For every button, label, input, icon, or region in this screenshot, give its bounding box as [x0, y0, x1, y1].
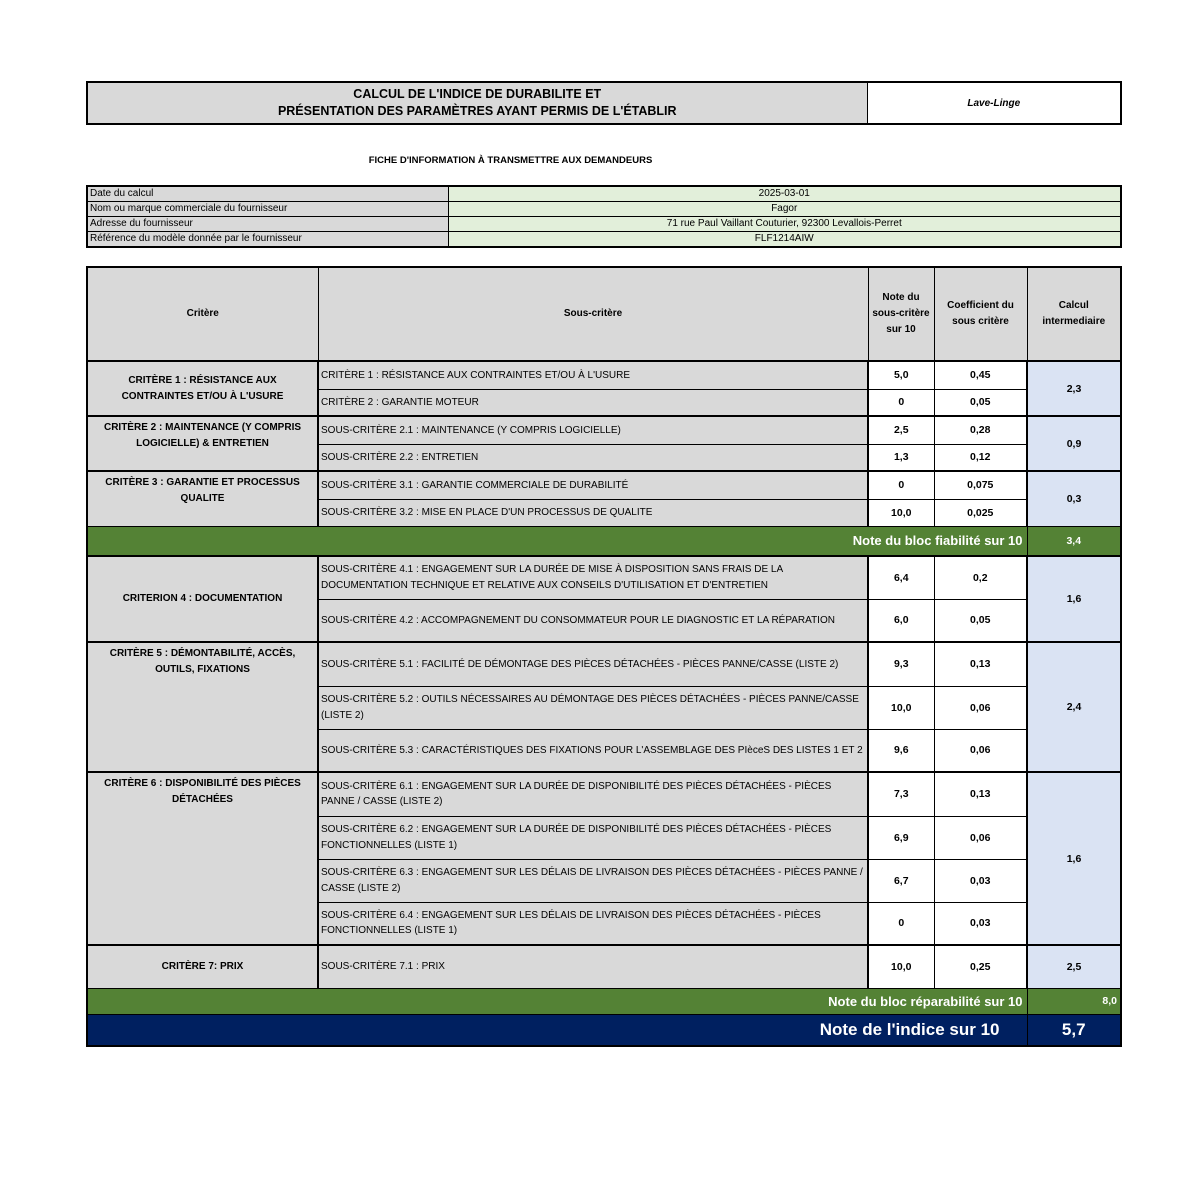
subcriterion-note: 6,0 — [868, 599, 934, 642]
subcriterion-coef: 0,03 — [934, 859, 1027, 902]
subcriterion-note: 0 — [868, 902, 934, 945]
subcriterion-note: 10,0 — [868, 499, 934, 526]
fiche-title: FICHE D'INFORMATION À TRANSMETTRE AUX DEMANDEURS — [368, 155, 653, 166]
subcriterion-label: SOUS-CRITÈRE 6.4 : ENGAGEMENT SUR LES DÉLAIS DE LIVRAISON DES PIÈCES DÉTACHÉES - PIÈCES FONCTIONNELLES (LISTE 1) — [318, 902, 868, 945]
criterion-calc: 0,9 — [1027, 416, 1121, 471]
subcriterion-note: 1,3 — [868, 444, 934, 471]
subcriterion-coef: 0,075 — [934, 471, 1027, 499]
criterion-calc: 2,4 — [1027, 642, 1121, 772]
table-row — [87, 416, 1121, 444]
subcriterion-label: SOUS-CRITÈRE 6.2 : ENGAGEMENT SUR LA DURÉE DE DISPONIBILITÉ DES PIÈCES DÉTACHÉES - PIÈCES FONCTIONNELLES (LISTE 1) — [318, 816, 868, 859]
subcriterion-note: 6,9 — [868, 816, 934, 859]
subcriterion-note: 2,5 — [868, 416, 934, 444]
indice-label: Note de l'indice sur 10 — [87, 1014, 1027, 1046]
bloc-fiabilite-value: 3,4 — [1027, 526, 1121, 556]
subcriterion-coef: 0,25 — [934, 945, 1027, 988]
subcriterion-note: 5,0 — [868, 361, 934, 389]
info-value: FLF1214AIW — [448, 232, 1121, 248]
criteria-table — [86, 266, 1122, 1047]
subcriterion-coef: 0,13 — [934, 642, 1027, 686]
subcriterion-coef: 0,28 — [934, 416, 1027, 444]
table-row — [87, 772, 1121, 816]
subcriterion-label: CRITÈRE 2 : GARANTIE MOTEUR — [318, 389, 868, 416]
criterion-calc: 2,3 — [1027, 361, 1121, 416]
subcriterion-coef: 0,06 — [934, 729, 1027, 772]
col-header-coef: Coefficient du sous critère — [934, 267, 1027, 361]
criterion-name: CRITÈRE 5 : DÉMONTABILITÉ, ACCÈS, OUTILS, FIXATIONS — [87, 642, 318, 772]
table-row — [87, 361, 1121, 389]
subcriterion-label: CRITÈRE 1 : RÉSISTANCE AUX CONTRAINTES ET/OU À L'USURE — [318, 361, 868, 389]
page-title-line2: PRÉSENTATION DES PARAMÈTRES AYANT PERMIS DE L'ÉTABLIR — [277, 104, 677, 118]
table-header-row — [87, 267, 1121, 361]
subcriterion-label: SOUS-CRITÈRE 7.1 : PRIX — [318, 945, 868, 988]
criterion-name: CRITÈRE 6 : DISPONIBILITÉ DES PIÈCES DÉTACHÉES — [87, 772, 318, 945]
subcriterion-label: SOUS-CRITÈRE 3.2 : MISE EN PLACE D'UN PROCESSUS DE QUALITE — [318, 499, 868, 526]
subcriterion-label: SOUS-CRITÈRE 5.1 : FACILITÉ DE DÉMONTAGE DES PIÈCES DÉTACHÉES - PIÈCES PANNE/CASSE (LISTE 2) — [318, 642, 868, 686]
product-type: Lave-Linge — [867, 82, 1121, 124]
info-row-date — [87, 186, 1121, 202]
subcriterion-note: 6,4 — [868, 556, 934, 599]
subcriterion-label: SOUS-CRITÈRE 3.1 : GARANTIE COMMERCIALE DE DURABILITÉ — [318, 471, 868, 499]
info-value: 2025-03-01 — [448, 186, 1121, 202]
subcriterion-note: 7,3 — [868, 772, 934, 816]
supplier-info-table — [86, 185, 1122, 248]
bloc-reparabilite-value: 8,0 — [1027, 988, 1121, 1014]
subcriterion-note: 10,0 — [868, 686, 934, 729]
subcriterion-note: 9,6 — [868, 729, 934, 772]
subcriterion-coef: 0,06 — [934, 816, 1027, 859]
page-title-line1: CALCUL DE L'INDICE DE DURABILITE ET — [353, 87, 602, 101]
subcriterion-coef: 0,2 — [934, 556, 1027, 599]
table-row — [87, 642, 1121, 686]
page-title — [87, 82, 867, 124]
subcriterion-label: SOUS-CRITÈRE 5.2 : OUTILS NÉCESSAIRES AU DÉMONTAGE DES PIÈCES DÉTACHÉES - PIÈCES PANNE/CASSE (LISTE 2) — [318, 686, 868, 729]
subcriterion-note: 0 — [868, 389, 934, 416]
subcriterion-coef: 0,05 — [934, 389, 1027, 416]
criterion-name: CRITERION 4 : DOCUMENTATION — [87, 556, 318, 642]
subcriterion-coef: 0,06 — [934, 686, 1027, 729]
criterion-calc: 1,6 — [1027, 556, 1121, 642]
subcriterion-coef: 0,03 — [934, 902, 1027, 945]
table-row — [87, 945, 1121, 988]
bloc-reparabilite-label: Note du bloc réparabilité sur 10 — [87, 988, 1027, 1014]
subcriterion-coef: 0,13 — [934, 772, 1027, 816]
criterion-name: CRITÈRE 7: PRIX — [87, 945, 318, 988]
info-value: Fagor — [448, 202, 1121, 217]
col-header-critere: Critère — [87, 267, 318, 361]
criterion-calc: 0,3 — [1027, 471, 1121, 526]
subcriterion-note: 0 — [868, 471, 934, 499]
col-header-calc: Calcul intermediaire — [1027, 267, 1121, 361]
table-row — [87, 471, 1121, 499]
info-row-address — [87, 217, 1121, 232]
criterion-name: CRITÈRE 3 : GARANTIE ET PROCESSUS QUALITE — [87, 471, 318, 526]
subcriterion-label: SOUS-CRITÈRE 6.1 : ENGAGEMENT SUR LA DURÉE DE DISPONIBILITÉ DES PIÈCES DÉTACHÉES - PIÈCES PANNE / CASSE (LISTE 2) — [318, 772, 868, 816]
header-table — [86, 81, 1122, 125]
info-row-model — [87, 232, 1121, 248]
indice-value: 5,7 — [1027, 1014, 1121, 1046]
subcriterion-coef: 0,05 — [934, 599, 1027, 642]
subcriterion-coef: 0,45 — [934, 361, 1027, 389]
indice-row — [87, 1014, 1121, 1046]
subcriterion-label: SOUS-CRITÈRE 6.3 : ENGAGEMENT SUR LES DÉLAIS DE LIVRAISON DES PIÈCES DÉTACHÉES - PIÈCES PANNE / CASSE (LISTE 2) — [318, 859, 868, 902]
subcriterion-note: 9,3 — [868, 642, 934, 686]
subcriterion-coef: 0,025 — [934, 499, 1027, 526]
subcriterion-note: 6,7 — [868, 859, 934, 902]
info-label: Date du calcul — [87, 186, 448, 202]
info-label: Nom ou marque commerciale du fournisseur — [87, 202, 448, 217]
subcriterion-coef: 0,12 — [934, 444, 1027, 471]
subcriterion-label: SOUS-CRITÈRE 5.3 : CARACTÉRISTIQUES DES FIXATIONS POUR L'ASSEMBLAGE DES PIèceS DES LISTES 1 ET 2 — [318, 729, 868, 772]
criterion-name: CRITÈRE 2 : MAINTENANCE (Y COMPRIS LOGICIELLE) & ENTRETIEN — [87, 416, 318, 471]
criterion-calc: 1,6 — [1027, 772, 1121, 945]
subcriterion-label: SOUS-CRITÈRE 4.1 : ENGAGEMENT SUR LA DURÉE DE MISE À DISPOSITION SANS FRAIS DE LA DOCUMENTATION TECHNIQUE ET RELATIVE AUX CONSEILS D'UTILISATION ET D'ENTRETIEN — [318, 556, 868, 599]
info-row-brand — [87, 202, 1121, 217]
criterion-name: CRITÈRE 1 : RÉSISTANCE AUX CONTRAINTES ET/OU À L'USURE — [87, 361, 318, 416]
subcriterion-note: 10,0 — [868, 945, 934, 988]
bloc-fiabilite-label: Note du bloc fiabilité sur 10 — [87, 526, 1027, 556]
criterion-calc: 2,5 — [1027, 945, 1121, 988]
col-header-note: Note du sous-critère sur 10 — [868, 267, 934, 361]
info-value: 71 rue Paul Vaillant Couturier, 92300 Levallois-Perret — [448, 217, 1121, 232]
table-row — [87, 556, 1121, 599]
subcriterion-label: SOUS-CRITÈRE 4.2 : ACCOMPAGNEMENT DU CONSOMMATEUR POUR LE DIAGNOSTIC ET LA RÉPARATION — [318, 599, 868, 642]
bloc-fiabilite-row — [87, 526, 1121, 556]
info-label: Adresse du fournisseur — [87, 217, 448, 232]
bloc-reparabilite-row — [87, 988, 1121, 1014]
info-label: Référence du modèle donnée par le fournisseur — [87, 232, 448, 248]
col-header-sous-critere: Sous-critère — [318, 267, 868, 361]
subcriterion-label: SOUS-CRITÈRE 2.1 : MAINTENANCE (Y COMPRIS LOGICIELLE) — [318, 416, 868, 444]
subcriterion-label: SOUS-CRITÈRE 2.2 : ENTRETIEN — [318, 444, 868, 471]
